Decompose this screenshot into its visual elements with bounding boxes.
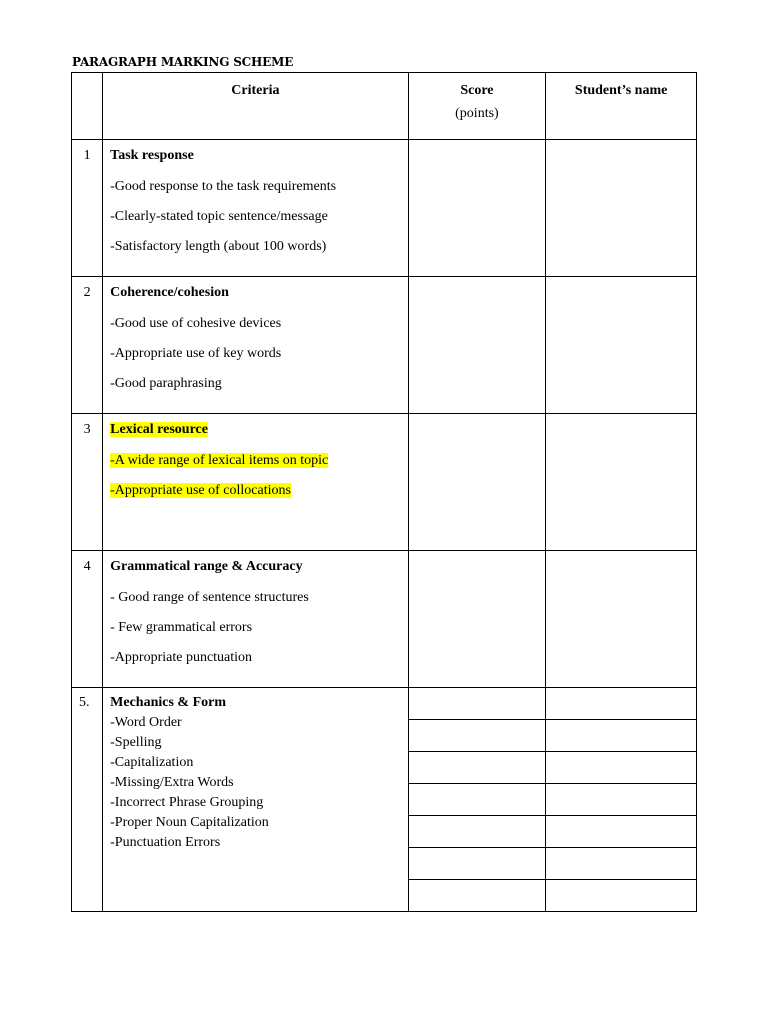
row-number: 4 — [72, 551, 103, 688]
criteria-row-lexical — [72, 414, 697, 551]
marking-scheme-table — [71, 72, 697, 912]
student-name-cell[interactable] — [546, 816, 697, 848]
mechanics-item: -Capitalization — [110, 755, 194, 770]
criteria-cell — [103, 551, 408, 688]
criteria-heading: Task response — [110, 148, 194, 163]
header-number-cell — [72, 73, 103, 140]
criteria-item: -Appropriate punctuation — [110, 650, 253, 665]
score-cell[interactable] — [408, 551, 546, 688]
criteria-cell — [103, 140, 408, 277]
criteria-cell — [103, 688, 408, 912]
header-criteria — [103, 73, 408, 140]
header-score — [408, 73, 546, 140]
criteria-item: -Clearly-stated topic sentence/message — [110, 209, 328, 224]
criteria-row-task-response — [72, 140, 697, 277]
score-cell[interactable] — [408, 277, 546, 414]
student-name-cell[interactable] — [546, 688, 697, 720]
score-cell[interactable] — [408, 880, 546, 912]
header-student-name — [546, 73, 697, 140]
student-name-cell[interactable] — [546, 752, 697, 784]
mechanics-row — [72, 688, 697, 720]
student-name-cell[interactable] — [546, 880, 697, 912]
score-cell[interactable] — [408, 720, 546, 752]
header-row — [72, 73, 697, 140]
header-student-name-label: Student’s name — [574, 83, 668, 98]
criteria-item: -A wide range of lexical items on topic — [110, 453, 329, 468]
student-name-cell[interactable] — [546, 848, 697, 880]
mechanics-item: -Word Order — [110, 715, 182, 730]
row-number: 2 — [72, 277, 103, 414]
criteria-item: -Appropriate use of collocations — [110, 483, 291, 498]
criteria-heading: Lexical resource — [110, 422, 208, 437]
student-name-cell[interactable] — [546, 551, 697, 688]
score-cell[interactable] — [408, 414, 546, 551]
header-criteria-label: Criteria — [231, 83, 280, 98]
criteria-heading: Mechanics & Form — [110, 695, 226, 710]
mechanics-item: -Incorrect Phrase Grouping — [110, 795, 264, 810]
criteria-row-grammar — [72, 551, 697, 688]
student-name-cell[interactable] — [546, 784, 697, 816]
student-name-cell[interactable] — [546, 277, 697, 414]
row-number: 1 — [72, 140, 103, 277]
mechanics-item: -Punctuation Errors — [110, 835, 221, 850]
header-score-unit: (points) — [455, 106, 499, 121]
criteria-row-coherence — [72, 277, 697, 414]
criteria-heading: Coherence/cohesion — [110, 285, 229, 300]
criteria-item: -Good paraphrasing — [110, 376, 222, 391]
student-name-cell[interactable] — [546, 720, 697, 752]
score-cell[interactable] — [408, 752, 546, 784]
document-title: PARAGRAPH MARKING SCHEME — [72, 55, 294, 69]
mechanics-item: -Missing/Extra Words — [110, 775, 234, 790]
score-cell[interactable] — [408, 140, 546, 277]
criteria-item: - Few grammatical errors — [110, 620, 253, 635]
score-cell[interactable] — [408, 816, 546, 848]
row-number: 5. — [72, 688, 103, 912]
criteria-heading: Grammatical range & Accuracy — [110, 559, 303, 574]
row-number: 3 — [72, 414, 103, 551]
criteria-item: -Appropriate use of key words — [110, 346, 282, 361]
score-cell[interactable] — [408, 688, 546, 720]
criteria-item: -Good response to the task requirements — [110, 179, 337, 194]
criteria-cell — [103, 277, 408, 414]
score-cell[interactable] — [408, 848, 546, 880]
score-cell[interactable] — [408, 784, 546, 816]
mechanics-item: -Proper Noun Capitalization — [110, 815, 269, 830]
criteria-item: -Satisfactory length (about 100 words) — [110, 239, 327, 254]
student-name-cell[interactable] — [546, 414, 697, 551]
mechanics-item: -Spelling — [110, 735, 162, 750]
student-name-cell[interactable] — [546, 140, 697, 277]
header-score-label: Score — [460, 83, 494, 98]
criteria-cell — [103, 414, 408, 551]
criteria-item: - Good range of sentence structures — [110, 590, 309, 605]
criteria-item: -Good use of cohesive devices — [110, 316, 282, 331]
